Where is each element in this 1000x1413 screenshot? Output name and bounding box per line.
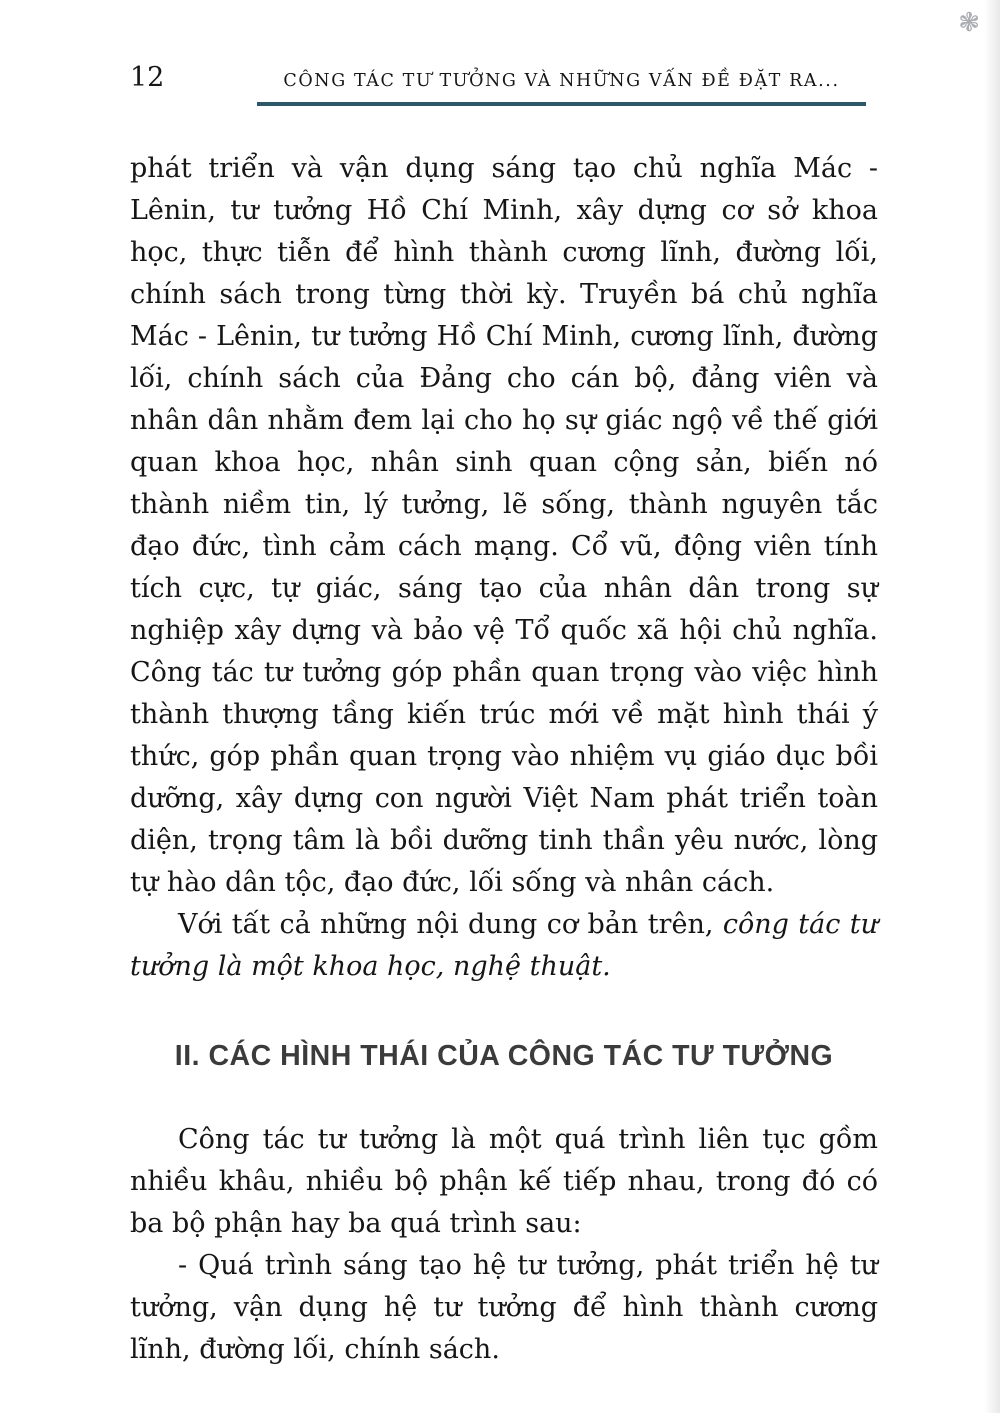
paragraph bbox=[130, 904, 878, 988]
paragraph-italic-text: công tác tư tưởng là một khoa học, nghệ thuật. bbox=[130, 909, 878, 982]
flower-ornament-icon: ❃ bbox=[958, 8, 980, 38]
section-heading: II. CÁC HÌNH THÁI CỦA CÔNG TÁC TƯ TƯỞNG bbox=[174, 1040, 834, 1072]
body-text bbox=[130, 148, 878, 1371]
paragraph-normal-text: Với tất cả những nội dung cơ bản trên, bbox=[178, 909, 723, 940]
paragraph: - Quá trình sáng tạo hệ tư tưởng, phát triển hệ tư tưởng, vận dụng hệ tư tưởng để hình thành cương lĩnh, đường lối, chính sách. bbox=[130, 1250, 878, 1365]
paragraph: phát triển và vận dụng sáng tạo chủ nghĩa Mác - Lênin, tư tưởng Hồ Chí Minh, xây dựng cơ sở khoa học, thực tiễn để hình thành cương lĩnh, đường lối, chính sách trong từng thời kỳ. Truyền bá chủ nghĩa Mác - Lênin, tư tưởng Hồ Chí Minh, cương lĩnh, đường lối, chính sách của Đảng cho cán bộ, đảng viên và nhân dân nhằm đem lại cho họ sự giác ngộ về thế giới quan khoa học, nhân sinh quan cộng sản, biến nó thành niềm tin, lý tưởng, lẽ sống, thành nguyên tắc đạo đức, tình cảm cách mạng. Cổ vũ, động viên tính tích cực, tự giác, sáng tạo của nhân dân trong sự nghiệp xây dựng và bảo vệ Tổ quốc xã hội chủ nghĩa. Công tác tư tưởng góp phần quan trọng vào việc hình thành thượng tầng kiến trúc mới về mặt hình thái ý thức, góp phần quan trọng vào nhiệm vụ giáo dục bồi dưỡng, xây dựng con người Việt Nam phát triển toàn diện, trọng tâm là bồi dưỡng tinh thần yêu nước, lòng tự hào dân tộc, đạo đức, lối sống và nhân cách. bbox=[130, 153, 878, 898]
running-header bbox=[130, 62, 878, 106]
running-header-title-wrap bbox=[245, 71, 878, 106]
page-number: 12 bbox=[130, 62, 165, 93]
running-header-title: CÔNG TÁC TƯ TƯỞNG VÀ NHỮNG VẤN ĐỀ ĐẶT RA... bbox=[257, 71, 865, 106]
paragraph: Công tác tư tưởng là một quá trình liên tục gồm nhiều khâu, nhiều bộ phận kế tiếp nhau, trong đó có ba bộ phận hay ba quá trình sau: bbox=[130, 1124, 878, 1239]
